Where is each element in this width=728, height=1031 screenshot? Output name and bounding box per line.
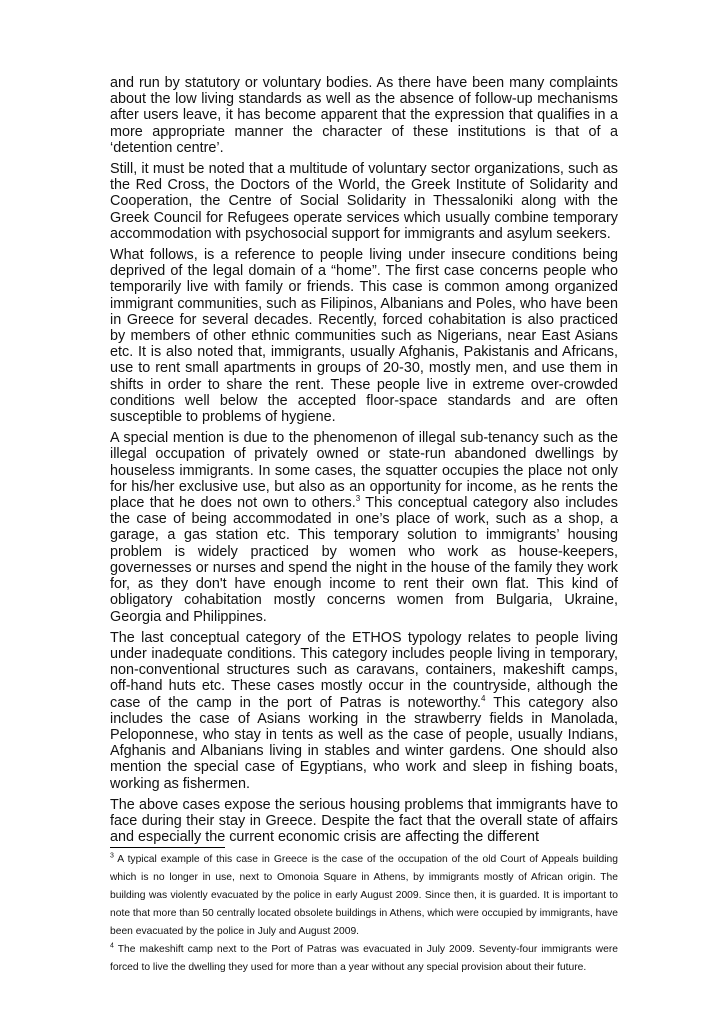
paragraph-4-text-b: This conceptual category also includes the case of being accommodated in one’s place of work, such as a shop, a garage, a gas station etc. This temporary solution to immigrants’ housing problem is widely practiced by women who work as house-keepers, governesses or nurses and spend the night in the house of the family they work for, as they don't have enough income to rent their own flat. This kind of obligatory cohabitation mostly concerns women from Bulgaria, Ukraine, Georgia and Philippines. bbox=[110, 495, 618, 625]
footnote-ref-4[interactable]: 4 bbox=[481, 693, 486, 703]
paragraph-5-text-a: The last conceptual category of the ETHOS typology relates to people living under inadequate conditions. This category includes people living in temporary, non-conventional structures such as caravans, containers, makeshift camps, off-hand huts etc. These cases mostly occur in the countryside, although the case of the camp in the port of Patras is noteworthy. bbox=[110, 629, 618, 711]
paragraph-1: and run by statutory or voluntary bodies. As there have been many complaints about the low living standards as well as the absence of follow-up mechanisms after users leave, it has become apparent that the expression that qualifies in a more appropriate manner the character of these institutions is that of a ‘detention centre’. bbox=[110, 75, 618, 156]
footnote-3 bbox=[110, 851, 618, 941]
paragraph-6: The above cases expose the serious housing problems that immigrants have to face during their stay in Greece. Despite the fact that the overall state of affairs and especially the current economic crisis are affecting the different bbox=[110, 796, 618, 846]
paragraph-5 bbox=[110, 630, 618, 792]
footnote-4 bbox=[110, 941, 618, 977]
paragraph-4 bbox=[110, 430, 618, 624]
footnote-4-text: The makeshift camp next to the Port of Patras was evacuated in July 2009. Seventy-four immigrants were forced to live the dwelling they used for more than a year without any special provision about their future. bbox=[110, 943, 618, 973]
paragraph-3: What follows, is a reference to people living under insecure conditions being deprived of the legal domain of a “home”. The first case concerns people who temporarily live with family or friends. This case is common among organized immigrant communities, such as Filipinos, Albanians and Poles, who have been in Greece for several decades. Recently, forced cohabitation is also practiced by members of other ethnic communities such as Nigerians, near East Asians etc. It is also noted that, immigrants, usually Afghanis, Pakistanis and Africans, use to rent small apartments in groups of 20-30, mostly men, and use them in shifts in order to share the rent. These people live in extreme over-crowded conditions well below the accepted floor-space standards and are often susceptible to problems of hygiene. bbox=[110, 247, 618, 426]
document-page bbox=[110, 75, 618, 977]
paragraph-2: Still, it must be noted that a multitude of voluntary sector organizations, such as the Red Cross, the Doctors of the World, the Greek Institute of Solidarity and Cooperation, the Centre of Social Solidarity in Thessaloniki along with the Greek Council for Refugees operate services which usually combine temporary accommodation with psychosocial support for immigrants and asylum seekers. bbox=[110, 161, 618, 242]
footnote-separator bbox=[110, 847, 225, 848]
paragraph-5-text-b: This category also includes the case of Asians working in the strawberry fields in Manolada, Peloponnese, who stay in tents as well as the case of people, usually Indians, Afghanis and Albanians living in stables and winter gardens. One should also mention the special case of Egyptians, who work and sleep in fishing boats, working as fishermen. bbox=[110, 694, 619, 792]
footnote-3-number: 3 bbox=[110, 852, 114, 860]
footnote-4-number: 4 bbox=[110, 942, 114, 950]
footnote-ref-3[interactable]: 3 bbox=[355, 494, 361, 504]
paragraph-4-text-a: A special mention is due to the phenomenon of illegal sub-tenancy such as the illegal occupation of privately owned or state-run abandoned dwellings by houseless immigrants. In some cases, the squatter occupies the place not only for his/her exclusive use, but also as an opportunity for income, as he rents the place that he does not own to others. bbox=[110, 430, 618, 512]
footnote-3-text: A typical example of this case in Greece is the case of the occupation of the old Court of Appeals building which is no longer in use, next to Omonoia Square in Athens, by immigrants mostly of African origin. The building was violently evacuated by the police in early August 2009. Since then, it is guarded. It is important to note that more than 50 centrally located obsolete buildings in Athens, which were occupied by immigrants, have been evacuated by the police in July and August 2009. bbox=[110, 854, 618, 937]
